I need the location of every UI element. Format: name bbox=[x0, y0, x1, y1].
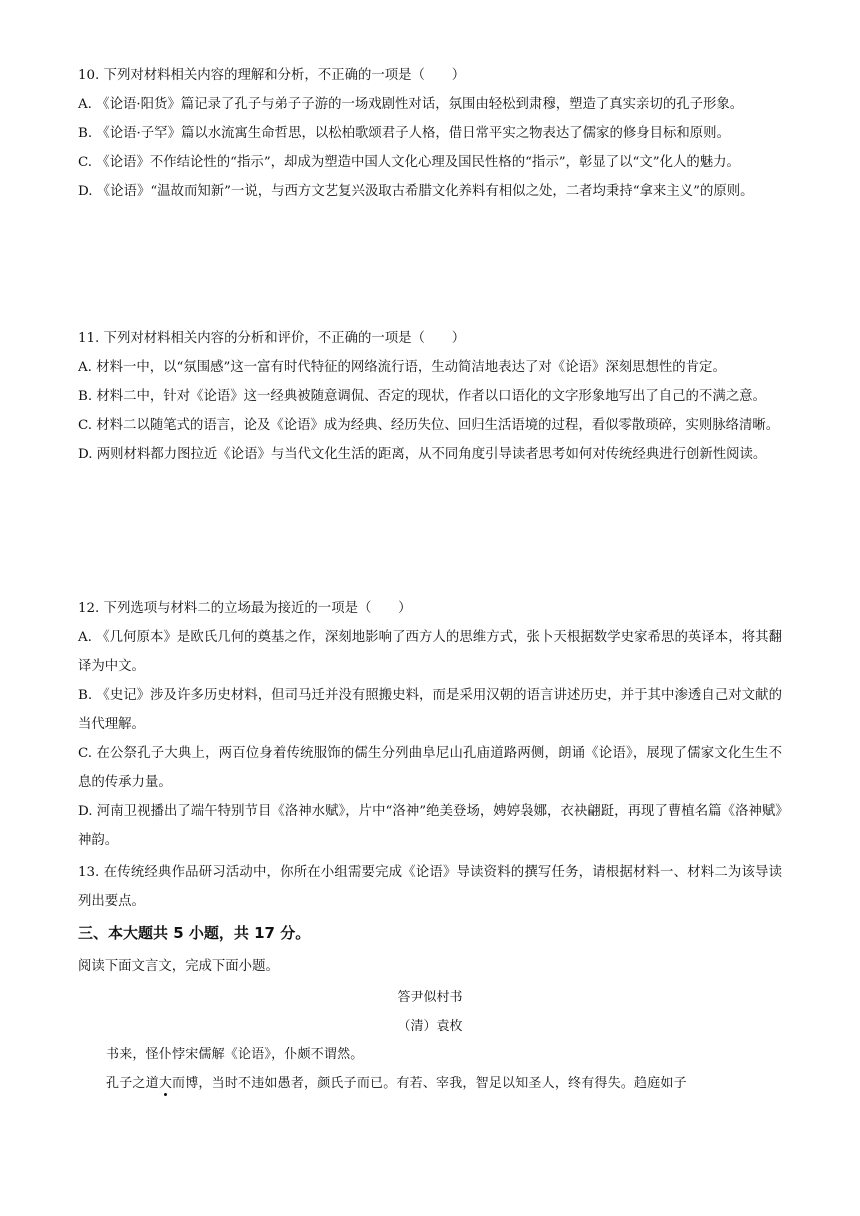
question-11 bbox=[78, 324, 782, 469]
classical-text-title: 答尹似村书 bbox=[397, 990, 463, 1005]
section-heading: 三、本大题共 5 小题，共 17 分。 bbox=[78, 924, 311, 942]
classical-text-author: （清）袁枚 bbox=[397, 1019, 463, 1034]
question-11-option-a: A. 材料一中，以“氛围感”这一富有时代特征的网络流行语，生动简洁地表达了对《论语》深刻思想性的肯定。 bbox=[78, 360, 726, 375]
question-11-option-b: B. 材料二中，针对《论语》这一经典被随意调侃、否定的现状，作者以口语化的文字形象地写出了自己的不满之意。 bbox=[78, 389, 766, 404]
classical-paragraph-1: 书来，怪仆悖宋儒解《论语》，仆颇不谓然。 bbox=[106, 1047, 364, 1062]
question-12-stem: 12. 下列选项与材料二的立场最为接近的一项是（ ） bbox=[78, 601, 412, 616]
question-11-option-d: D. 两则材料都力图拉近《论语》与当代文化生活的距离，从不同角度引导读者思考如何对传统经典进行创新性阅读。 bbox=[78, 447, 767, 462]
question-13 bbox=[78, 858, 782, 916]
section-instruction: 阅读下面文言文，完成下面小题。 bbox=[78, 959, 279, 974]
question-12-option-d: D. 河南卫视播出了端午特别节目《洛神水赋》，片中“洛神”绝美登场，娉婷袅娜，衣袂翩跹，再现了曹植名篇《洛神赋》神韵。 bbox=[78, 804, 782, 848]
question-11-option-c: C. 材料二以随笔式的语言，论及《论语》成为经典、经历失位、回归生活语境的过程，看似零散琐碎，实则脉络清晰。 bbox=[78, 418, 780, 433]
question-12 bbox=[78, 594, 782, 855]
question-10-option-c: C. 《论语》不作结论性的“指示”，却成为塑造中国人文化心理及国民性格的“指示”，彰显了以“文”化人的魅力。 bbox=[78, 155, 740, 170]
emphasized-character: 大 bbox=[158, 1076, 173, 1091]
classical-paragraph-2 bbox=[78, 1069, 782, 1098]
question-12-option-a: A. 《几何原本》是欧氏几何的奠基之作，深刻地影响了西方人的思维方式，张卜天根据数学史家希思的英译本，将其翻译为中文。 bbox=[78, 630, 782, 674]
classical-paragraph-2-start: 孔子之道 bbox=[106, 1076, 159, 1091]
question-12-option-c: C. 在公祭孔子大典上，两百位身着传统服饰的儒生分列曲阜尼山孔庙道路两侧，朗诵《论语》，展现了儒家文化生生不息的传承力量。 bbox=[78, 746, 782, 790]
question-10-option-d: D. 《论语》“温故而知新”一说，与西方文艺复兴汲取古希腊文化养料有相似之处，二者均秉持“拿来主义”的原则。 bbox=[78, 184, 754, 199]
question-10-option-b: B. 《论语·子罕》篇以水流寓生命哲思，以松柏歌颂君子人格，借日常平实之物表达了儒家的修身目标和原则。 bbox=[78, 126, 730, 141]
question-10-stem: 10. 下列对材料相关内容的理解和分析，不正确的一项是（ ） bbox=[78, 68, 466, 83]
question-10 bbox=[78, 61, 782, 206]
question-10-option-a: A. 《论语·阳货》篇记录了孔子与弟子子游的一场戏剧性对话，氛围由轻松到肃穆，塑造了真实亲切的孔子形象。 bbox=[78, 97, 744, 112]
classical-paragraph-2-rest: 而博，当时不违如愚者，颜氏子而已。有若、宰我，智足以知圣人，终有得失。趋庭如子 bbox=[172, 1076, 687, 1091]
question-13-stem: 13. 在传统经典作品研习活动中，你所在小组需要完成《论语》导读资料的撰写任务，请根据材料一、材料二为该导读列出要点。 bbox=[78, 865, 782, 909]
question-11-stem: 11. 下列对材料相关内容的分析和评价，不正确的一项是（ ） bbox=[78, 331, 466, 346]
question-12-option-b: B. 《史记》涉及许多历史材料，但司马迁并没有照搬史料，而是采用汉朝的语言讲述历史，并于其中渗透自己对文献的当代理解。 bbox=[78, 688, 782, 732]
